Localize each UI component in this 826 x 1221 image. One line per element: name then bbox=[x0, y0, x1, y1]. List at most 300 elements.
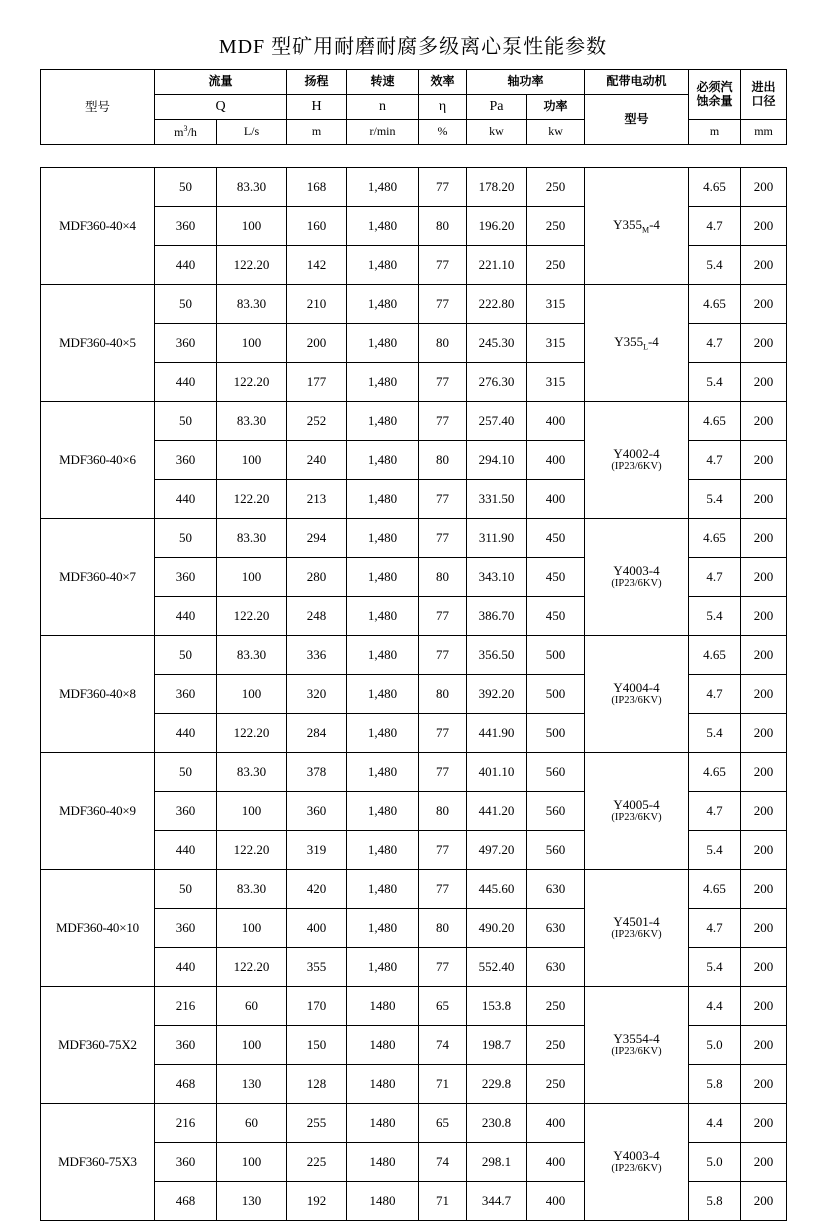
cell-motor-power: 250 bbox=[527, 207, 585, 246]
cell-pump-model: MDF360-40×8 bbox=[41, 636, 155, 753]
cell-flow-m3h: 50 bbox=[155, 285, 217, 324]
cell-speed: 1480 bbox=[347, 987, 419, 1026]
cell-efficiency: 77 bbox=[419, 402, 467, 441]
header-npsh bbox=[689, 70, 741, 120]
cell-speed: 1480 bbox=[347, 1026, 419, 1065]
header-efficiency: 效率 bbox=[419, 70, 467, 95]
cell-motor-power: 250 bbox=[527, 1065, 585, 1104]
cell-flow-m3h: 50 bbox=[155, 753, 217, 792]
cell-flow-m3h: 50 bbox=[155, 168, 217, 207]
cell-npsh: 4.7 bbox=[689, 675, 741, 714]
cell-motor-power: 250 bbox=[527, 1026, 585, 1065]
cell-efficiency: 77 bbox=[419, 285, 467, 324]
cell-shaft-power: 356.50 bbox=[467, 636, 527, 675]
cell-flow-m3h: 50 bbox=[155, 636, 217, 675]
motor-model-text: Y4005-4 bbox=[613, 796, 660, 812]
cell-motor-power: 400 bbox=[527, 1143, 585, 1182]
cell-npsh: 4.65 bbox=[689, 870, 741, 909]
cell-shaft-power: 221.10 bbox=[467, 246, 527, 285]
cell-shaft-power: 401.10 bbox=[467, 753, 527, 792]
cell-port-diameter: 200 bbox=[741, 675, 787, 714]
motor-protection-text: (IP23/6KV) bbox=[611, 578, 662, 590]
cell-shaft-power: 344.7 bbox=[467, 1182, 527, 1221]
cell-flow-m3h: 440 bbox=[155, 363, 217, 402]
table-row bbox=[41, 636, 787, 675]
cell-flow-m3h: 50 bbox=[155, 402, 217, 441]
motor-protection-text: (IP23/6KV) bbox=[611, 1163, 662, 1175]
header-symbol-n: n bbox=[347, 95, 419, 120]
cell-flow-m3h: 50 bbox=[155, 519, 217, 558]
cell-port-diameter: 200 bbox=[741, 597, 787, 636]
cell-speed: 1,480 bbox=[347, 363, 419, 402]
cell-flow-m3h: 440 bbox=[155, 597, 217, 636]
page-title: MDF 型矿用耐磨耐腐多级离心泵性能参数 bbox=[218, 36, 608, 58]
unit-head-m: m bbox=[287, 120, 347, 145]
cell-efficiency: 80 bbox=[419, 207, 467, 246]
cell-motor-power: 560 bbox=[527, 792, 585, 831]
cell-npsh: 4.65 bbox=[689, 402, 741, 441]
cell-motor-power: 400 bbox=[527, 480, 585, 519]
cell-port-diameter: 200 bbox=[741, 207, 787, 246]
cell-motor-power: 630 bbox=[527, 909, 585, 948]
cell-npsh: 4.7 bbox=[689, 558, 741, 597]
cell-motor-model bbox=[585, 753, 689, 870]
cell-shaft-power: 178.20 bbox=[467, 168, 527, 207]
cell-efficiency: 77 bbox=[419, 246, 467, 285]
cell-shaft-power: 229.8 bbox=[467, 1065, 527, 1104]
cell-efficiency: 65 bbox=[419, 1104, 467, 1143]
cell-efficiency: 80 bbox=[419, 792, 467, 831]
cell-head: 128 bbox=[287, 1065, 347, 1104]
cell-efficiency: 77 bbox=[419, 831, 467, 870]
cell-flow-ls: 100 bbox=[217, 675, 287, 714]
cell-port-diameter: 200 bbox=[741, 402, 787, 441]
cell-flow-m3h: 468 bbox=[155, 1182, 217, 1221]
cell-shaft-power: 331.50 bbox=[467, 480, 527, 519]
cell-flow-ls: 100 bbox=[217, 1143, 287, 1182]
table-row bbox=[41, 870, 787, 909]
cell-head: 192 bbox=[287, 1182, 347, 1221]
cell-npsh: 5.4 bbox=[689, 831, 741, 870]
cell-npsh: 5.8 bbox=[689, 1065, 741, 1104]
header-motor: 配带电动机 bbox=[585, 70, 689, 95]
table-header bbox=[41, 70, 787, 145]
cell-motor-power: 500 bbox=[527, 714, 585, 753]
cell-efficiency: 71 bbox=[419, 1182, 467, 1221]
cell-pump-model: MDF360-75X2 bbox=[41, 987, 155, 1104]
cell-npsh: 5.4 bbox=[689, 480, 741, 519]
cell-port-diameter: 200 bbox=[741, 1182, 787, 1221]
cell-speed: 1,480 bbox=[347, 675, 419, 714]
cell-port-diameter: 200 bbox=[741, 246, 787, 285]
motor-model-text: Y4002-4 bbox=[613, 445, 660, 461]
cell-head: 284 bbox=[287, 714, 347, 753]
cell-shaft-power: 311.90 bbox=[467, 519, 527, 558]
cell-efficiency: 80 bbox=[419, 324, 467, 363]
cell-pump-model: MDF360-75X3 bbox=[41, 1104, 155, 1221]
cell-head: 170 bbox=[287, 987, 347, 1026]
cell-flow-m3h: 360 bbox=[155, 909, 217, 948]
cell-efficiency: 65 bbox=[419, 987, 467, 1026]
header-speed: 转速 bbox=[347, 70, 419, 95]
cell-shaft-power: 441.20 bbox=[467, 792, 527, 831]
cell-flow-m3h: 440 bbox=[155, 831, 217, 870]
cell-flow-ls: 100 bbox=[217, 909, 287, 948]
cell-speed: 1,480 bbox=[347, 324, 419, 363]
cell-motor-power: 500 bbox=[527, 675, 585, 714]
cell-flow-ls: 83.30 bbox=[217, 870, 287, 909]
cell-flow-m3h: 216 bbox=[155, 1104, 217, 1143]
header-motor-power: 功率 bbox=[527, 95, 585, 120]
cell-npsh: 4.65 bbox=[689, 753, 741, 792]
header-motor-model: 型号 bbox=[585, 95, 689, 145]
cell-shaft-power: 386.70 bbox=[467, 597, 527, 636]
cell-flow-m3h: 50 bbox=[155, 870, 217, 909]
cell-flow-m3h: 360 bbox=[155, 324, 217, 363]
cell-efficiency: 77 bbox=[419, 753, 467, 792]
cell-motor-power: 400 bbox=[527, 1182, 585, 1221]
cell-motor-power: 630 bbox=[527, 870, 585, 909]
motor-protection-text: (IP23/6KV) bbox=[611, 1046, 662, 1058]
cell-motor-power: 560 bbox=[527, 831, 585, 870]
cell-motor-model bbox=[585, 168, 689, 285]
cell-shaft-power: 196.20 bbox=[467, 207, 527, 246]
cell-head: 150 bbox=[287, 1026, 347, 1065]
cell-flow-m3h: 360 bbox=[155, 792, 217, 831]
cell-shaft-power: 552.40 bbox=[467, 948, 527, 987]
cell-speed: 1,480 bbox=[347, 597, 419, 636]
cell-head: 168 bbox=[287, 168, 347, 207]
cell-port-diameter: 200 bbox=[741, 519, 787, 558]
header-flow: 流量 bbox=[155, 70, 287, 95]
cell-efficiency: 80 bbox=[419, 558, 467, 597]
table-row bbox=[41, 753, 787, 792]
cell-head: 177 bbox=[287, 363, 347, 402]
cell-flow-m3h: 440 bbox=[155, 480, 217, 519]
cell-head: 255 bbox=[287, 1104, 347, 1143]
cell-port-diameter: 200 bbox=[741, 363, 787, 402]
cell-pump-model: MDF360-40×5 bbox=[41, 285, 155, 402]
cell-motor-power: 560 bbox=[527, 753, 585, 792]
cell-port-diameter: 200 bbox=[741, 480, 787, 519]
cell-efficiency: 77 bbox=[419, 636, 467, 675]
cell-efficiency: 74 bbox=[419, 1143, 467, 1182]
cell-npsh: 4.7 bbox=[689, 792, 741, 831]
cell-speed: 1480 bbox=[347, 1104, 419, 1143]
cell-flow-m3h: 360 bbox=[155, 1026, 217, 1065]
unit-port-mm: mm bbox=[741, 120, 787, 145]
header-head: 扬程 bbox=[287, 70, 347, 95]
cell-port-diameter: 200 bbox=[741, 1143, 787, 1182]
cell-npsh: 4.7 bbox=[689, 207, 741, 246]
cell-shaft-power: 441.90 bbox=[467, 714, 527, 753]
cell-head: 210 bbox=[287, 285, 347, 324]
cell-motor-power: 315 bbox=[527, 285, 585, 324]
cell-port-diameter: 200 bbox=[741, 441, 787, 480]
cell-npsh: 4.65 bbox=[689, 519, 741, 558]
cell-pump-model: MDF360-40×4 bbox=[41, 168, 155, 285]
motor-model-text: Y4003-4 bbox=[613, 1147, 660, 1163]
cell-flow-ls: 100 bbox=[217, 324, 287, 363]
cell-speed: 1,480 bbox=[347, 168, 419, 207]
header-symbol-eta: η bbox=[419, 95, 467, 120]
cell-motor-power: 450 bbox=[527, 558, 585, 597]
header-port-line2: 口径 bbox=[751, 93, 776, 108]
cell-efficiency: 77 bbox=[419, 519, 467, 558]
cell-flow-ls: 60 bbox=[217, 987, 287, 1026]
cell-head: 320 bbox=[287, 675, 347, 714]
cell-speed: 1,480 bbox=[347, 909, 419, 948]
cell-motor-model bbox=[585, 636, 689, 753]
cell-motor-power: 250 bbox=[527, 246, 585, 285]
cell-pump-model: MDF360-40×10 bbox=[41, 870, 155, 987]
cell-efficiency: 74 bbox=[419, 1026, 467, 1065]
cell-shaft-power: 294.10 bbox=[467, 441, 527, 480]
cell-head: 400 bbox=[287, 909, 347, 948]
cell-shaft-power: 490.20 bbox=[467, 909, 527, 948]
header-npsh-line2: 蚀余量 bbox=[696, 93, 733, 108]
unit-npsh-m: m bbox=[689, 120, 741, 145]
cell-motor-power: 400 bbox=[527, 1104, 585, 1143]
cell-npsh: 5.4 bbox=[689, 948, 741, 987]
cell-motor-model bbox=[585, 1104, 689, 1221]
unit-motor-kw: kw bbox=[527, 120, 585, 145]
cell-port-diameter: 200 bbox=[741, 948, 787, 987]
motor-model-text: Y3554-4 bbox=[613, 1030, 660, 1046]
motor-model-text: $Y355_M-4$ bbox=[613, 216, 660, 235]
table-gap bbox=[40, 145, 786, 167]
cell-efficiency: 80 bbox=[419, 909, 467, 948]
table-row bbox=[41, 402, 787, 441]
cell-head: 200 bbox=[287, 324, 347, 363]
header-symbol-pa: Pa bbox=[467, 95, 527, 120]
cell-flow-ls: 83.30 bbox=[217, 753, 287, 792]
cell-npsh: 5.4 bbox=[689, 363, 741, 402]
table-row bbox=[41, 519, 787, 558]
motor-protection-text: (IP23/6KV) bbox=[611, 929, 662, 941]
cell-speed: 1480 bbox=[347, 1143, 419, 1182]
cell-flow-ls: 100 bbox=[217, 441, 287, 480]
cell-motor-power: 400 bbox=[527, 441, 585, 480]
cell-head: 360 bbox=[287, 792, 347, 831]
cell-speed: 1,480 bbox=[347, 441, 419, 480]
unit-speed-rmin: r/min bbox=[347, 120, 419, 145]
cell-flow-ls: 122.20 bbox=[217, 597, 287, 636]
cell-motor-model bbox=[585, 987, 689, 1104]
cell-speed: 1,480 bbox=[347, 714, 419, 753]
cell-npsh: 5.4 bbox=[689, 597, 741, 636]
cell-efficiency: 77 bbox=[419, 948, 467, 987]
cell-head: 420 bbox=[287, 870, 347, 909]
cell-flow-ls: 83.30 bbox=[217, 636, 287, 675]
cell-npsh: 5.4 bbox=[689, 714, 741, 753]
cell-npsh: 4.7 bbox=[689, 324, 741, 363]
cell-speed: 1,480 bbox=[347, 636, 419, 675]
cell-npsh: 4.65 bbox=[689, 285, 741, 324]
cell-efficiency: 77 bbox=[419, 714, 467, 753]
cell-npsh: 5.4 bbox=[689, 246, 741, 285]
cell-speed: 1,480 bbox=[347, 831, 419, 870]
cell-port-diameter: 200 bbox=[741, 636, 787, 675]
unit-flow-m3h: $m^3/h$ bbox=[155, 120, 217, 145]
cell-flow-ls: 83.30 bbox=[217, 402, 287, 441]
cell-head: 378 bbox=[287, 753, 347, 792]
header-port bbox=[741, 70, 787, 120]
cell-port-diameter: 200 bbox=[741, 1026, 787, 1065]
cell-motor-power: 250 bbox=[527, 168, 585, 207]
header-npsh-line1: 必须汽 bbox=[696, 79, 733, 94]
cell-efficiency: 77 bbox=[419, 480, 467, 519]
cell-shaft-power: 343.10 bbox=[467, 558, 527, 597]
header-row-group bbox=[41, 70, 787, 95]
cell-speed: 1,480 bbox=[347, 480, 419, 519]
cell-shaft-power: 153.8 bbox=[467, 987, 527, 1026]
cell-speed: 1,480 bbox=[347, 870, 419, 909]
cell-pump-model: MDF360-40×6 bbox=[41, 402, 155, 519]
cell-flow-m3h: 360 bbox=[155, 1143, 217, 1182]
cell-shaft-power: 198.7 bbox=[467, 1026, 527, 1065]
cell-motor-power: 400 bbox=[527, 402, 585, 441]
cell-head: 213 bbox=[287, 480, 347, 519]
cell-motor-model bbox=[585, 870, 689, 987]
cell-flow-ls: 100 bbox=[217, 792, 287, 831]
cell-speed: 1,480 bbox=[347, 792, 419, 831]
cell-npsh: 4.7 bbox=[689, 909, 741, 948]
cell-head: 319 bbox=[287, 831, 347, 870]
cell-pump-model: MDF360-40×9 bbox=[41, 753, 155, 870]
cell-speed: 1480 bbox=[347, 1182, 419, 1221]
cell-flow-ls: 122.20 bbox=[217, 948, 287, 987]
cell-speed: 1,480 bbox=[347, 948, 419, 987]
motor-model-text: Y4501-4 bbox=[613, 913, 660, 929]
cell-motor-power: 450 bbox=[527, 519, 585, 558]
cell-head: 142 bbox=[287, 246, 347, 285]
cell-npsh: 4.4 bbox=[689, 987, 741, 1026]
cell-motor-model bbox=[585, 519, 689, 636]
cell-port-diameter: 200 bbox=[741, 285, 787, 324]
cell-npsh: 4.4 bbox=[689, 1104, 741, 1143]
cell-flow-ls: 122.20 bbox=[217, 246, 287, 285]
cell-shaft-power: 392.20 bbox=[467, 675, 527, 714]
cell-npsh: 4.7 bbox=[689, 441, 741, 480]
cell-flow-ls: 122.20 bbox=[217, 714, 287, 753]
cell-efficiency: 77 bbox=[419, 363, 467, 402]
cell-shaft-power: 276.30 bbox=[467, 363, 527, 402]
cell-shaft-power: 230.8 bbox=[467, 1104, 527, 1143]
cell-efficiency: 71 bbox=[419, 1065, 467, 1104]
cell-head: 252 bbox=[287, 402, 347, 441]
cell-port-diameter: 200 bbox=[741, 1104, 787, 1143]
cell-flow-ls: 100 bbox=[217, 207, 287, 246]
table-row bbox=[41, 285, 787, 324]
cell-pump-model: MDF360-40×7 bbox=[41, 519, 155, 636]
cell-flow-ls: 130 bbox=[217, 1182, 287, 1221]
cell-shaft-power: 245.30 bbox=[467, 324, 527, 363]
cell-head: 240 bbox=[287, 441, 347, 480]
pump-performance-table bbox=[40, 69, 787, 145]
cell-efficiency: 80 bbox=[419, 675, 467, 714]
cell-port-diameter: 200 bbox=[741, 168, 787, 207]
cell-flow-m3h: 440 bbox=[155, 948, 217, 987]
cell-flow-ls: 130 bbox=[217, 1065, 287, 1104]
motor-protection-text: (IP23/6KV) bbox=[611, 695, 662, 707]
cell-motor-model bbox=[585, 285, 689, 402]
cell-flow-m3h: 216 bbox=[155, 987, 217, 1026]
cell-flow-m3h: 360 bbox=[155, 675, 217, 714]
cell-flow-m3h: 360 bbox=[155, 207, 217, 246]
cell-motor-power: 315 bbox=[527, 363, 585, 402]
cell-flow-ls: 83.30 bbox=[217, 519, 287, 558]
cell-speed: 1,480 bbox=[347, 753, 419, 792]
table-row bbox=[41, 987, 787, 1026]
header-symbol-h: H bbox=[287, 95, 347, 120]
header-port-line1: 进出 bbox=[751, 79, 776, 94]
unit-flow-ls: L/s bbox=[217, 120, 287, 145]
cell-flow-ls: 122.20 bbox=[217, 831, 287, 870]
cell-npsh: 5.0 bbox=[689, 1026, 741, 1065]
cell-port-diameter: 200 bbox=[741, 987, 787, 1026]
cell-efficiency: 80 bbox=[419, 441, 467, 480]
cell-motor-power: 500 bbox=[527, 636, 585, 675]
cell-head: 248 bbox=[287, 597, 347, 636]
cell-head: 160 bbox=[287, 207, 347, 246]
cell-npsh: 4.65 bbox=[689, 168, 741, 207]
cell-motor-power: 250 bbox=[527, 987, 585, 1026]
table-row bbox=[41, 1104, 787, 1143]
cell-flow-m3h: 468 bbox=[155, 1065, 217, 1104]
cell-flow-ls: 122.20 bbox=[217, 363, 287, 402]
cell-efficiency: 77 bbox=[419, 870, 467, 909]
cell-flow-m3h: 440 bbox=[155, 714, 217, 753]
cell-efficiency: 77 bbox=[419, 597, 467, 636]
cell-port-diameter: 200 bbox=[741, 558, 787, 597]
cell-port-diameter: 200 bbox=[741, 831, 787, 870]
cell-flow-ls: 83.30 bbox=[217, 168, 287, 207]
cell-port-diameter: 200 bbox=[741, 324, 787, 363]
cell-head: 294 bbox=[287, 519, 347, 558]
cell-flow-ls: 122.20 bbox=[217, 480, 287, 519]
cell-speed: 1,480 bbox=[347, 285, 419, 324]
cell-head: 336 bbox=[287, 636, 347, 675]
cell-port-diameter: 200 bbox=[741, 753, 787, 792]
pump-performance-body bbox=[40, 167, 787, 1221]
cell-npsh: 4.65 bbox=[689, 636, 741, 675]
cell-speed: 1,480 bbox=[347, 519, 419, 558]
cell-speed: 1,480 bbox=[347, 402, 419, 441]
cell-shaft-power: 257.40 bbox=[467, 402, 527, 441]
cell-port-diameter: 200 bbox=[741, 870, 787, 909]
unit-efficiency-pct: % bbox=[419, 120, 467, 145]
unit-shaft-kw: kw bbox=[467, 120, 527, 145]
cell-port-diameter: 200 bbox=[741, 1065, 787, 1104]
cell-flow-ls: 60 bbox=[217, 1104, 287, 1143]
cell-flow-m3h: 440 bbox=[155, 246, 217, 285]
cell-motor-power: 315 bbox=[527, 324, 585, 363]
cell-npsh: 5.0 bbox=[689, 1143, 741, 1182]
cell-head: 225 bbox=[287, 1143, 347, 1182]
header-model: 型号 bbox=[41, 70, 155, 145]
cell-port-diameter: 200 bbox=[741, 792, 787, 831]
cell-efficiency: 77 bbox=[419, 168, 467, 207]
motor-model-text: Y4004-4 bbox=[613, 679, 660, 695]
table-body bbox=[41, 168, 787, 1221]
cell-shaft-power: 222.80 bbox=[467, 285, 527, 324]
cell-flow-ls: 83.30 bbox=[217, 285, 287, 324]
cell-shaft-power: 298.1 bbox=[467, 1143, 527, 1182]
cell-port-diameter: 200 bbox=[741, 909, 787, 948]
motor-protection-text: (IP23/6KV) bbox=[611, 461, 662, 473]
cell-head: 355 bbox=[287, 948, 347, 987]
